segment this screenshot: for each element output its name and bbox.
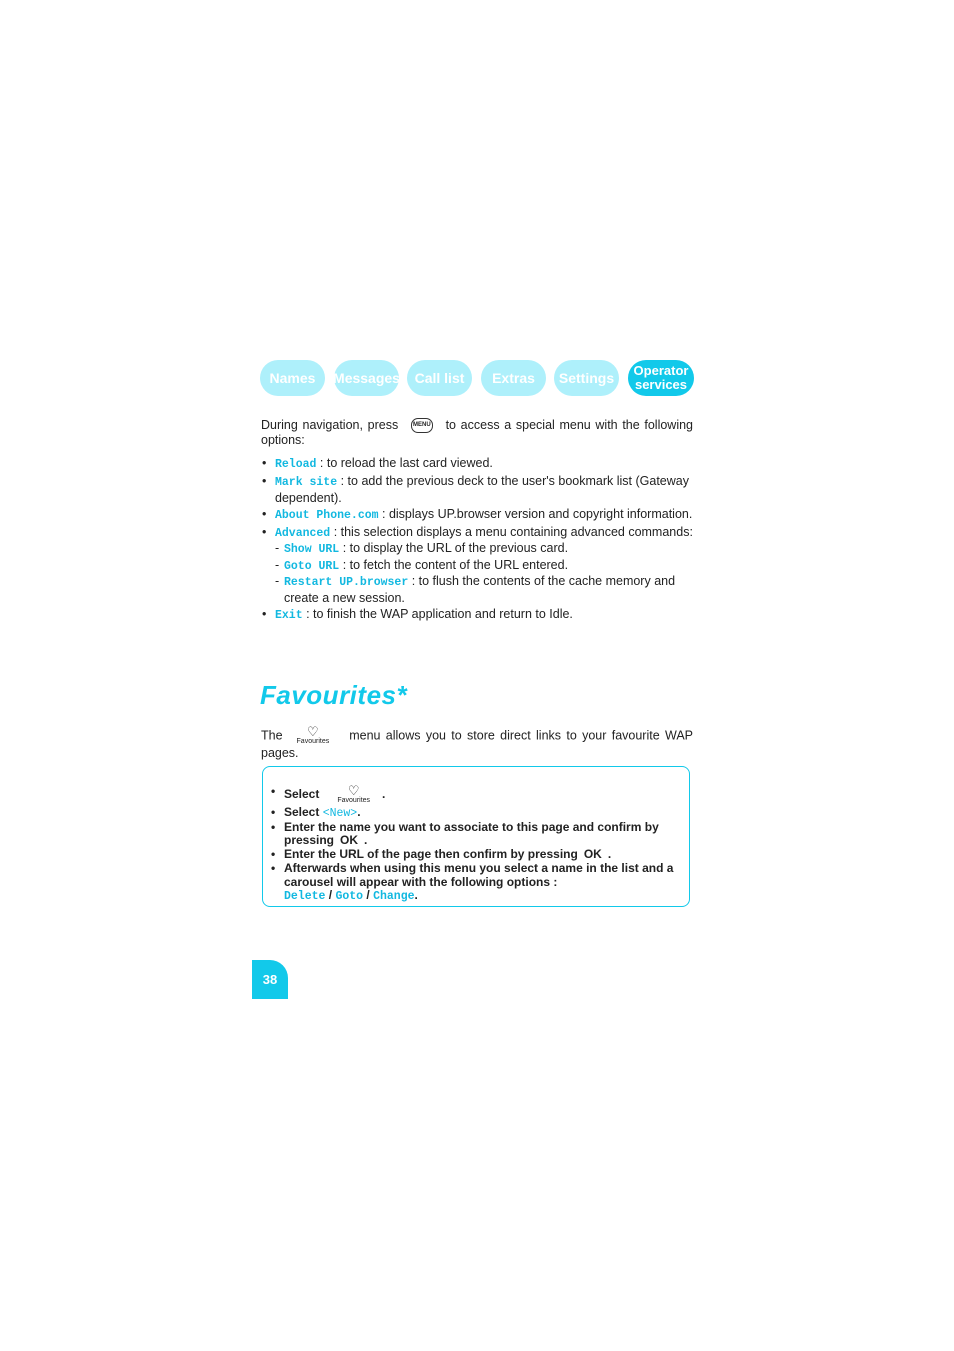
tab-call-list[interactable]: Call list: [407, 360, 472, 396]
sub-item: - Restart UP.browser : to flush the contents of the cache memory and create a new session.: [275, 574, 693, 605]
ok-key: OK: [340, 833, 359, 847]
wap-options-list: [261, 456, 693, 625]
tab-names[interactable]: Names: [260, 360, 325, 396]
intro-paragraph: During navigation, press MENU to access a special menu with the following options:: [261, 418, 694, 448]
list-item: • Exit : to finish the WAP application and return to Idle.: [261, 607, 693, 624]
favourites-icon: ♡ Favourites: [296, 724, 330, 745]
list-item: • Enter the URL of the page then confirm by pressing OK .: [270, 848, 680, 862]
favourites-intro: The ♡ Favourites menu allows you to store direct links to your favourite WAP pages.: [261, 724, 693, 760]
sub-item: - Show URL : to display the URL of the previous card.: [275, 541, 693, 558]
option-keyword: Exit: [275, 608, 303, 622]
section-title: Favourites*: [260, 680, 408, 710]
ok-key: OK: [583, 847, 602, 861]
section-tabs: [260, 360, 694, 396]
list-item: • Enter the name you want to associate to this page and confirm by pressing OK .: [270, 821, 680, 848]
list-item: • Afterwards when using this menu you select a name in the list and a carousel will appear with the following options : Delete / Goto / Change.: [270, 862, 680, 904]
list-item: • Select <New>.: [270, 806, 680, 821]
page-number: 38: [252, 960, 288, 999]
list-item: • About Phone.com : displays UP.browser version and copyright information.: [261, 507, 693, 524]
tab-settings[interactable]: Settings: [554, 360, 619, 396]
tab-operator-services[interactable]: Operator services: [628, 360, 694, 396]
list-item: • Mark site : to add the previous deck to the user's bookmark list (Gateway dependent).: [261, 474, 693, 505]
option-keyword: Reload: [275, 458, 317, 471]
list-item: • Reload : to reload the last card viewed.: [261, 456, 693, 473]
option-keyword: Advanced: [275, 526, 331, 540]
tab-messages[interactable]: Messages: [334, 360, 399, 396]
list-item: • Advanced : this selection displays a menu containing advanced commands: - Show URL : to display the URL of the previous card. - Goto URL : to fetch the content of the URL entered. - Restart UP.browser : to flush the contents of the cache memory and create a new session.: [261, 525, 693, 606]
sub-item: - Goto URL : to fetch the content of the URL entered.: [275, 558, 693, 575]
menu-key-icon: MENU: [411, 418, 433, 433]
instruction-steps: [270, 785, 680, 904]
list-item: • Select ♡ Favourites .: [270, 785, 680, 805]
option-keyword: Mark site: [275, 476, 338, 489]
favourites-icon: ♡ Favourites: [337, 783, 371, 804]
option-keyword: About Phone.com: [275, 508, 379, 522]
tab-extras[interactable]: Extras: [481, 360, 546, 396]
